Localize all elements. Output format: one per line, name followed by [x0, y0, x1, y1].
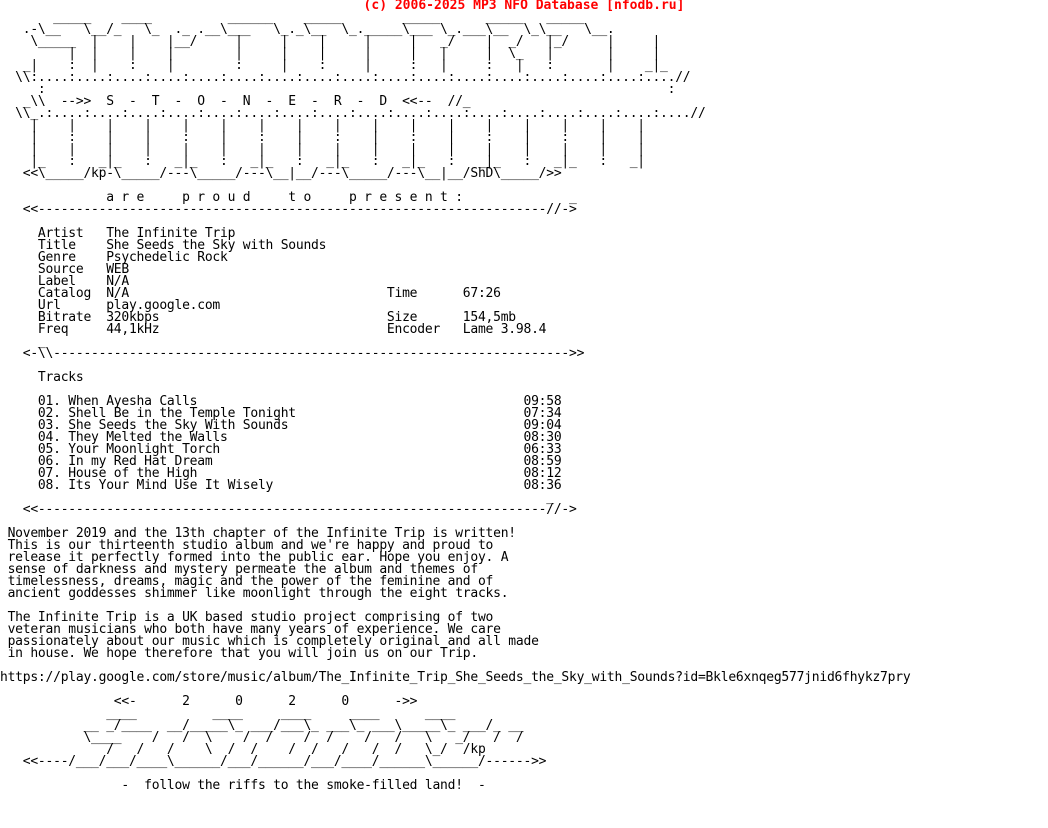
nfo-ascii-text: _____ ____ ______ _____ _____ _____ _____ .-\__ \__/_ \_ ._ .__\___ \_._\__ \_._____\___ \_.___\__ \_\__ \__. \_____ | | |__/ | | | | | _/ | _/ |_/ | | | | | | | | | | | | | \_ | | | _| : | : | : | : | : | : | : | _|_ \\:....:....:....:....:....:....:....:....:....:....:....:....:....:....:....:....:....// : : _\\ -->> S - T - O - N - E - R - D <<-- //_ \\_.:....:....:....:....:....:....:....:....:....:....:....:....:....:....:....:....:....// | | | | | | | | | | | | | | | | | | : | | : | : | : | : | : | : | | | | | | | | | | | | | | | | | | | |_ : _|_ : _|_ : _|_ : _|_ : _|_ : _|_ : _|_ : _| <<\_____/kp-\_____/---\_____/---\__|__/---\_____/---\__|__/ShD\_____/>> a r e p r o u d t o p r e s e n t : _ <<-------------------------------------------------------------------//-> Artist The Infinite Trip Title She Seeds the Sky with Sounds Genre Psychedelic Rock Source WEB Label N/A Catalog N/A Time 67:26 Url play.google.com Bitrate 320kbps Size 154,5mb Freq 44,1kHz Encoder Lame 3.98.4 _ <-\\-------------------------------------------------------------------->> Tracks 01. When Ayesha Calls 09:58 02. Shell Be in the Temple Tonight 07:34 03. She Seeds the Sky With Sounds 09:04 04. They Melted the Walls 08:30 05. Your Moonlight Torch 06:33 06. In my Red Hat Dream 08:59 07. House of the High 08:12 08. Its Your Mind Use It Wisely 08:36 _ <<-------------------------------------------------------------------//-> November 2019 and the 13th chapter of the Infinite Trip is written! This is our thirteenth studio album and we're happy and proud to release it perfectly formed into the public ear. Hope you enjoy. A sense of darkness and mystery permeate the album and themes of timelessness, dreams, magic and the power of the feminine and of ancient goddesses shimmer like moonlight through the eight tracks. The Infinite Trip is a UK based studio project comprising of two veteran musicians who both have many years of experience. We care passionately about our music which is completely original and all made in house. We hope therefore that you will join us on our Trip. https://play.google.com/store/music/album/The_Infinite_Trip_She_Seeds_the_Sky_with_Sounds?id=Bkle6xnqeg577jnid6fhykz7pry <<- 2 0 2 0 ->> ____ ____ ____ ____ ____ __ _/____ __/_____\_ ___/___\_ ___\_ ___\_____\_ ___/_ __ \____ / / \ / / / / / / \ _/ / / / / / \ / / / / / / / \_/ /kp <<----/___/___/____\______/___/______/___/____/______\______/------>> - follow the riffs to the smoke-filled land! - — [0, 10, 911, 793]
site-copyright-header: (c) 2006-2025 MP3 NFO Database [nfodb.ru] — [363, 0, 685, 13]
